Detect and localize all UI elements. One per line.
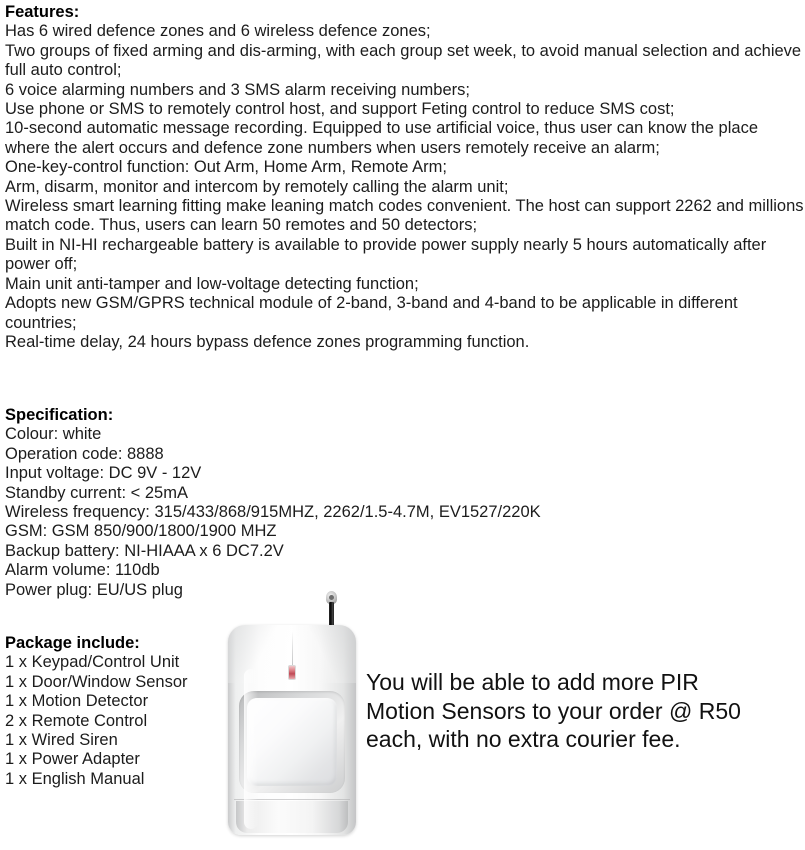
features-heading: Features: — [5, 3, 80, 21]
specification-section — [5, 406, 705, 600]
feature-line: Has 6 wired defence zones and 6 wireless defence zones; — [5, 22, 431, 41]
features-section — [5, 3, 805, 352]
promo-line: You will be able to add more PIR — [366, 669, 699, 695]
feature-line: Built in NI-HI rechargeable battery is available to provide power supply nearly 5 hours automatically after power off; — [5, 235, 767, 274]
spec-line: GSM: GSM 850/900/1800/1900 MHZ — [5, 522, 277, 541]
sensor-facet-left — [228, 625, 292, 683]
feature-line: Adopts new GSM/GPRS technical module of 2-band, 3-band and 4-band to be applicable in different countries; — [5, 294, 738, 332]
promo-line: Motion Sensors to your order @ R50 — [366, 697, 741, 724]
spec-line: Operation code: 8888 — [5, 444, 164, 463]
package-item: 1 x English Manual — [5, 769, 145, 788]
specification-heading: Specification: — [5, 406, 114, 424]
feature-line: Main unit anti-tamper and low-voltage detecting function; — [5, 274, 419, 293]
sensor-led-indicator — [288, 665, 296, 680]
spec-line: Alarm volume: 110db — [5, 561, 160, 580]
sensor-lens-bezel — [239, 691, 345, 793]
spec-line: Backup battery: NI-HIAAA x 6 DC7.2V — [5, 541, 284, 560]
pir-motion-sensor-image — [224, 586, 360, 838]
package-item: 1 x Keypad/Control Unit — [5, 653, 180, 672]
promo-offer-text — [366, 668, 800, 754]
package-item: 1 x Motion Detector — [5, 692, 149, 711]
spec-line: Input voltage: DC 9V - 12V — [5, 464, 202, 483]
feature-line: Real-time delay, 24 hours bypass defence zones programming function. — [5, 332, 530, 351]
promo-line: each, with no extra courier fee. — [366, 726, 681, 752]
sensor-facet-right — [292, 625, 356, 683]
package-item: 1 x Wired Siren — [5, 731, 118, 750]
package-include-section — [5, 634, 235, 789]
sensor-fresnel-lens — [247, 698, 337, 786]
sensor-lower-panel — [236, 801, 348, 833]
feature-line: One-key-control function: Out Arm, Home Arm, Remote Arm; — [5, 158, 447, 177]
package-item: 2 x Remote Control — [5, 711, 148, 730]
spec-line: Standby current: < 25mA — [5, 483, 188, 502]
spec-line: Power plug: EU/US plug — [5, 580, 183, 599]
package-item: 1 x Door/Window Sensor — [5, 672, 188, 691]
feature-line: Wireless smart learning fitting make leaning match codes convenient. The host can support 2262 and millions match code. Thus, users can learn 50 remotes and 50 detectors; — [5, 197, 804, 235]
spec-line: Wireless frequency: 315/433/868/915MHZ, 2262/1.5-4.7M, EV1527/220K — [5, 503, 541, 522]
feature-line: Use phone or SMS to remotely control host, and support Feting control to reduce SMS cost; — [5, 100, 675, 119]
feature-line: Two groups of fixed arming and dis-arming, with each group set week, to avoid manual selection and achieve full auto control; — [5, 41, 802, 80]
sensor-seam — [234, 799, 350, 800]
package-item: 1 x Power Adapter — [5, 750, 140, 769]
package-include-heading: Package include: — [5, 634, 140, 652]
sensor-facet-crease — [292, 631, 293, 667]
sensor-body — [228, 625, 356, 835]
spec-line: Colour: white — [5, 425, 102, 444]
feature-line: Arm, disarm, monitor and intercom by remotely calling the alarm unit; — [5, 177, 509, 196]
feature-line: 10-second automatic message recording. Equipped to use artificial voice, thus user can know the place where the alert occurs and defence zone numbers when users remotely receive an alarm; — [5, 119, 759, 157]
feature-line: 6 voice alarming numbers and 3 SMS alarm receiving numbers; — [5, 80, 470, 99]
